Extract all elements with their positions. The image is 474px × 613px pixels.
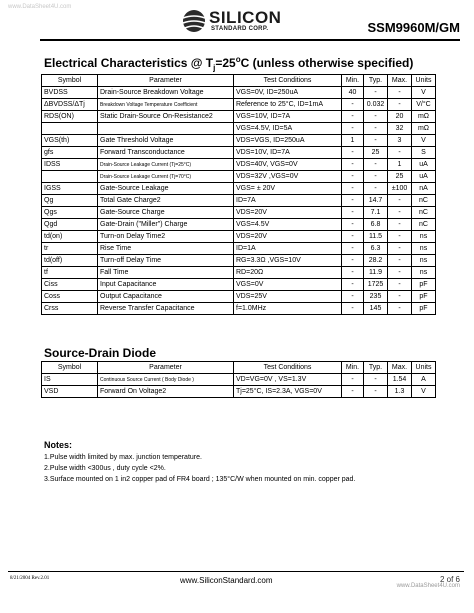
table-cell: uA bbox=[412, 171, 436, 183]
table-row bbox=[42, 87, 436, 99]
table-cell: ±100 bbox=[388, 183, 412, 195]
table-cell: VDS=20V bbox=[234, 207, 342, 219]
table-cell: - bbox=[342, 374, 364, 386]
table-cell: 25 bbox=[388, 171, 412, 183]
table-cell: VDS=10V, ID=7A bbox=[234, 147, 342, 159]
table-cell: - bbox=[342, 291, 364, 303]
table-row bbox=[42, 183, 436, 195]
table-cell: VGS=0V bbox=[234, 279, 342, 291]
table-cell: tr bbox=[42, 243, 98, 255]
table-cell: VGS=4.5V bbox=[234, 219, 342, 231]
table-row bbox=[42, 159, 436, 171]
table-row bbox=[42, 374, 436, 386]
table-cell: IGSS bbox=[42, 183, 98, 195]
table-cell: VDS=32V ,VGS=0V bbox=[234, 171, 342, 183]
table-cell: uA bbox=[412, 159, 436, 171]
table-cell: pF bbox=[412, 303, 436, 315]
table-cell: 25 bbox=[364, 147, 388, 159]
table-cell: Continuous Source Current ( Body Diode ) bbox=[98, 374, 234, 386]
table-cell: Drain-Source Leakage Current (Tj=70°C) bbox=[98, 171, 234, 183]
table-cell: VSD bbox=[42, 386, 98, 398]
notes-title: Notes: bbox=[44, 440, 73, 450]
table-cell: mΩ bbox=[412, 111, 436, 123]
table-cell: - bbox=[364, 87, 388, 99]
table-cell: Coss bbox=[42, 291, 98, 303]
table-cell: Reverse Transfer Capacitance bbox=[98, 303, 234, 315]
footer-date: 8/21/2004 Rev.2.01 bbox=[10, 576, 50, 581]
table-cell: Drain-Source Leakage Current (Tj=25°C) bbox=[98, 159, 234, 171]
table-cell: IS bbox=[42, 374, 98, 386]
table-cell: tf bbox=[42, 267, 98, 279]
table-cell: VD=VG=0V , VS=1.3V bbox=[234, 374, 342, 386]
table-cell: RG=3.3Ω ,VGS=10V bbox=[234, 255, 342, 267]
table-cell: 11.9 bbox=[364, 267, 388, 279]
table-cell: VDS=25V bbox=[234, 291, 342, 303]
note-item: 1.Pulse width limited by max. junction temperature. bbox=[44, 454, 202, 461]
table-cell: - bbox=[342, 171, 364, 183]
table-row bbox=[42, 386, 436, 398]
table-cell: - bbox=[342, 303, 364, 315]
table-cell: 40 bbox=[342, 87, 364, 99]
table-cell: - bbox=[342, 159, 364, 171]
column-header: Test Conditions bbox=[234, 362, 342, 374]
table-cell: - bbox=[342, 219, 364, 231]
table-row bbox=[42, 219, 436, 231]
table-cell: td(on) bbox=[42, 231, 98, 243]
table-row bbox=[42, 171, 436, 183]
table-cell: - bbox=[342, 123, 364, 135]
column-header: Min. bbox=[342, 75, 364, 87]
table-cell: V bbox=[412, 87, 436, 99]
table-cell: - bbox=[364, 123, 388, 135]
table-cell: nC bbox=[412, 207, 436, 219]
column-header: Symbol bbox=[42, 75, 98, 87]
table-cell: Total Gate Charge2 bbox=[98, 195, 234, 207]
table-row bbox=[42, 195, 436, 207]
table-cell: pF bbox=[412, 279, 436, 291]
table-cell: Input Capacitance bbox=[98, 279, 234, 291]
globe-icon bbox=[182, 9, 206, 33]
table-cell: - bbox=[342, 231, 364, 243]
table-cell: nA bbox=[412, 183, 436, 195]
table-cell: - bbox=[364, 171, 388, 183]
table-cell: RD=20Ω bbox=[234, 267, 342, 279]
table-cell: - bbox=[364, 183, 388, 195]
table-cell: - bbox=[364, 111, 388, 123]
table-cell: Qgs bbox=[42, 207, 98, 219]
table-cell: Tj=25°C, IS=2.3A, VGS=0V bbox=[234, 386, 342, 398]
electrical-characteristics-title: Electrical Characteristics @ $T_j=25^oC$ (unless otherwise specified) bbox=[44, 55, 414, 73]
source-drain-diode-title: Source-Drain Diode bbox=[44, 346, 157, 360]
table-cell: 11.5 bbox=[364, 231, 388, 243]
table-cell: V bbox=[412, 386, 436, 398]
notes-list bbox=[44, 452, 355, 485]
column-header: Parameter bbox=[98, 362, 234, 374]
table-cell bbox=[98, 123, 234, 135]
table-cell: 1725 bbox=[364, 279, 388, 291]
table-cell: - bbox=[388, 87, 412, 99]
table-cell: - bbox=[388, 147, 412, 159]
table-cell: 32 bbox=[388, 123, 412, 135]
table-cell: Crss bbox=[42, 303, 98, 315]
table-cell: Gate Threshold Voltage bbox=[98, 135, 234, 147]
table-cell: A bbox=[412, 374, 436, 386]
table-cell: Rise Time bbox=[98, 243, 234, 255]
table-cell: Qgd bbox=[42, 219, 98, 231]
table-cell: - bbox=[364, 374, 388, 386]
table-cell: VDS=40V, VGS=0V bbox=[234, 159, 342, 171]
table-row bbox=[42, 231, 436, 243]
footer-url[interactable]: www.SiliconStandard.com bbox=[180, 576, 273, 585]
column-header: Typ. bbox=[364, 75, 388, 87]
watermark-bottom: www.DataSheet4U.com bbox=[396, 583, 460, 589]
table-cell: VGS=0V, ID=250uA bbox=[234, 87, 342, 99]
note-item: 3.Surface mounted on 1 in2 copper pad of FR4 board ; 135°C/W when mounted on min. copper pad. bbox=[44, 476, 356, 483]
table-cell: - bbox=[364, 159, 388, 171]
column-header: Typ. bbox=[364, 362, 388, 374]
column-header: Symbol bbox=[42, 362, 98, 374]
table-row bbox=[42, 267, 436, 279]
table-cell: - bbox=[342, 147, 364, 159]
footer-page-number: 2 of 6 bbox=[439, 575, 460, 584]
table-cell: - bbox=[342, 279, 364, 291]
table-cell: ns bbox=[412, 267, 436, 279]
header-rule bbox=[40, 39, 460, 41]
table-cell: VDS=VGS, ID=250uA bbox=[234, 135, 342, 147]
table-cell: - bbox=[364, 135, 388, 147]
table-cell: mΩ bbox=[412, 123, 436, 135]
table-cell: Qg bbox=[42, 195, 98, 207]
table-cell: Turn-on Delay Time2 bbox=[98, 231, 234, 243]
table-cell: nC bbox=[412, 219, 436, 231]
table-cell: VGS= ± 20V bbox=[234, 183, 342, 195]
table-cell: V/°C bbox=[412, 99, 436, 111]
table-cell: pF bbox=[412, 291, 436, 303]
table-cell: ns bbox=[412, 243, 436, 255]
table-cell: 6.8 bbox=[364, 219, 388, 231]
table-cell: nC bbox=[412, 195, 436, 207]
table-cell: - bbox=[342, 99, 364, 111]
table-row bbox=[42, 99, 436, 111]
table-cell: 1 bbox=[342, 135, 364, 147]
company-logo bbox=[182, 8, 294, 38]
table-cell: Turn-off Delay Time bbox=[98, 255, 234, 267]
table-cell: 145 bbox=[364, 303, 388, 315]
table-row bbox=[42, 279, 436, 291]
electrical-characteristics-table bbox=[41, 74, 436, 315]
table-cell: Ciss bbox=[42, 279, 98, 291]
table-row bbox=[42, 303, 436, 315]
table-cell: - bbox=[388, 99, 412, 111]
table-cell: ID=7A bbox=[234, 195, 342, 207]
table-cell: - bbox=[342, 243, 364, 255]
table-cell: 3 bbox=[388, 135, 412, 147]
table-cell: - bbox=[388, 195, 412, 207]
column-header: Units bbox=[412, 362, 436, 374]
table-cell: - bbox=[388, 303, 412, 315]
note-item: 2.Pulse width <300us , duty cycle <2%. bbox=[44, 465, 166, 472]
table-cell: - bbox=[342, 255, 364, 267]
column-header: Max. bbox=[388, 362, 412, 374]
table-cell: ns bbox=[412, 231, 436, 243]
watermark-top: www.DataSheet4U.com bbox=[8, 4, 72, 10]
table-cell: 1.54 bbox=[388, 374, 412, 386]
table-cell: - bbox=[342, 111, 364, 123]
table-row bbox=[42, 291, 436, 303]
column-header: Max. bbox=[388, 75, 412, 87]
table-cell: - bbox=[342, 183, 364, 195]
table-cell: - bbox=[388, 243, 412, 255]
table-cell: VDS=20V bbox=[234, 231, 342, 243]
table-cell: 0.032 bbox=[364, 99, 388, 111]
table-cell: - bbox=[342, 207, 364, 219]
table-cell: Forward Transconductance bbox=[98, 147, 234, 159]
table-cell: 235 bbox=[364, 291, 388, 303]
table-cell: - bbox=[342, 195, 364, 207]
table-cell: - bbox=[388, 255, 412, 267]
table-cell: 1 bbox=[388, 159, 412, 171]
table-cell bbox=[42, 171, 98, 183]
table-cell: 7.1 bbox=[364, 207, 388, 219]
table-cell: Forward On Voltage2 bbox=[98, 386, 234, 398]
table-cell: - bbox=[342, 267, 364, 279]
table-cell: 1.3 bbox=[388, 386, 412, 398]
table-row bbox=[42, 123, 436, 135]
table-row bbox=[42, 135, 436, 147]
table-row bbox=[42, 255, 436, 267]
table-cell: VGS=10V, ID=7A bbox=[234, 111, 342, 123]
column-header: Parameter bbox=[98, 75, 234, 87]
table-cell: - bbox=[388, 267, 412, 279]
table-cell: ns bbox=[412, 255, 436, 267]
table-cell: BVDSS bbox=[42, 87, 98, 99]
table-cell: 6.3 bbox=[364, 243, 388, 255]
column-header: Test Conditions bbox=[234, 75, 342, 87]
table-cell: - bbox=[364, 386, 388, 398]
logo-subtitle: STANDARD CORP. bbox=[211, 26, 269, 32]
table-cell: VGS=4.5V, ID=5A bbox=[234, 123, 342, 135]
table-cell: ΔBVDSS/ΔTj bbox=[42, 99, 98, 111]
table-cell: Gate-Source Charge bbox=[98, 207, 234, 219]
table-cell: gfs bbox=[42, 147, 98, 159]
table-row bbox=[42, 111, 436, 123]
table-cell: Gate-Drain ("Miller") Charge bbox=[98, 219, 234, 231]
table-cell: Static Drain-Source On-Resistance2 bbox=[98, 111, 234, 123]
table-cell: 14.7 bbox=[364, 195, 388, 207]
table-cell: f=1.0MHz bbox=[234, 303, 342, 315]
table-cell: 20 bbox=[388, 111, 412, 123]
table-cell: Reference to 25°C, ID=1mA bbox=[234, 99, 342, 111]
table-cell: - bbox=[388, 291, 412, 303]
table-cell: - bbox=[342, 386, 364, 398]
table-cell: Drain-Source Breakdown Voltage bbox=[98, 87, 234, 99]
table-row bbox=[42, 147, 436, 159]
table-cell: Fall Time bbox=[98, 267, 234, 279]
table-cell bbox=[42, 123, 98, 135]
part-number: SSM9960M/GM bbox=[367, 20, 460, 35]
table-cell: RDS(ON) bbox=[42, 111, 98, 123]
table-row bbox=[42, 207, 436, 219]
logo-brand: SILICON bbox=[209, 8, 282, 27]
table-cell: Gate-Source Leakage bbox=[98, 183, 234, 195]
source-drain-diode-table bbox=[41, 361, 436, 398]
table-cell: - bbox=[388, 231, 412, 243]
table-cell: ID=1A bbox=[234, 243, 342, 255]
column-header: Min. bbox=[342, 362, 364, 374]
table-row bbox=[42, 243, 436, 255]
table-cell: VGS(th) bbox=[42, 135, 98, 147]
table-cell: td(off) bbox=[42, 255, 98, 267]
table-cell: - bbox=[388, 219, 412, 231]
table-cell: S bbox=[412, 147, 436, 159]
table-cell: - bbox=[388, 279, 412, 291]
table-cell: IDSS bbox=[42, 159, 98, 171]
footer-rule bbox=[8, 571, 464, 572]
table-cell: - bbox=[388, 207, 412, 219]
table-cell: Breakdown Voltage Temperature Coefficient bbox=[98, 99, 234, 111]
column-header: Units bbox=[412, 75, 436, 87]
table-cell: V bbox=[412, 135, 436, 147]
table-cell: Output Capacitance bbox=[98, 291, 234, 303]
table-cell: 28.2 bbox=[364, 255, 388, 267]
